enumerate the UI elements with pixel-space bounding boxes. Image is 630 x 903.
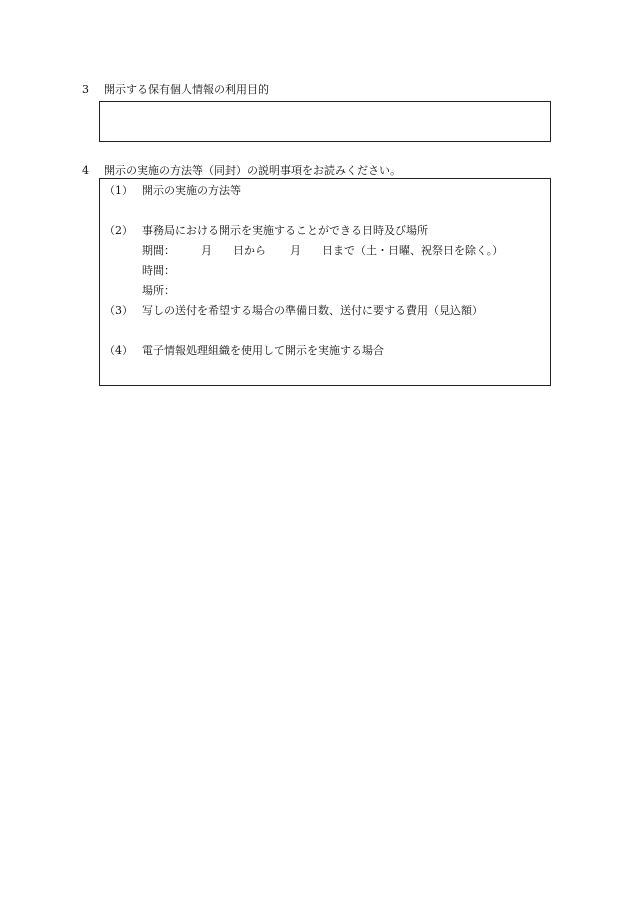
item-1-number: （1） xyxy=(104,184,133,197)
item-4-text: 電子情報処理組織を使用して開示を実施する場合 xyxy=(142,344,384,357)
period-from: 日から xyxy=(233,244,266,257)
period-month-1: 月 xyxy=(201,244,212,257)
section-3-number: 3 xyxy=(82,83,89,96)
item-2-text: 事務局における開示を実施することができる日時及び場所 xyxy=(142,224,428,237)
section-4-number: 4 xyxy=(82,164,89,177)
item-1-text: 開示の実施の方法等 xyxy=(142,184,241,197)
section-4-heading: 開示の実施の方法等（同封）の説明事項をお読みください。 xyxy=(104,164,401,177)
period-until: 日まで（土・日曜、祝祭日を除く。） xyxy=(322,244,504,257)
place-label: 場所： xyxy=(142,284,175,297)
purpose-input-box xyxy=(99,101,551,142)
item-3-text: 写しの送付を希望する場合の準備日数、送付に要する費用（見込額） xyxy=(142,304,483,317)
section-3-heading: 開示する保有個人情報の利用目的 xyxy=(104,83,269,96)
period-month-2: 月 xyxy=(290,244,301,257)
period-label: 期間： xyxy=(142,244,175,257)
item-2-number: （2） xyxy=(104,224,133,237)
item-4-number: （4） xyxy=(104,344,133,357)
item-3-number: （3） xyxy=(104,304,133,317)
time-label: 時間： xyxy=(142,264,175,277)
